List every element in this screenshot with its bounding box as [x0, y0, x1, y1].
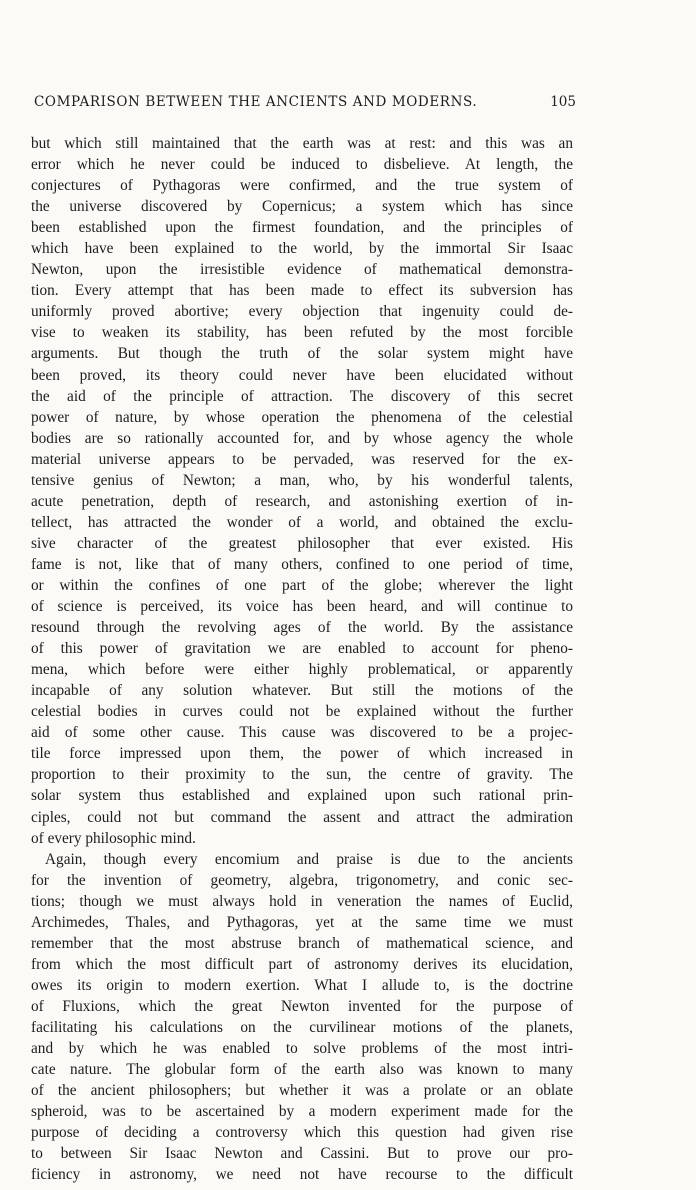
body-line: conjectures of Pythagoras were confirmed, and the true system of — [31, 177, 573, 195]
body-line: been proved, its theory could never have been elucidated without — [31, 366, 573, 384]
body-line: acute penetration, depth of research, and astonishing exertion of in- — [31, 492, 573, 510]
body-line: and by which he was enabled to solve problems of the most intri- — [31, 1040, 573, 1058]
body-line: ficiency in astronomy, we need not have recourse to the difficult — [31, 1166, 573, 1184]
body-line: or within the confines of one part of the globe; wherever the light — [31, 576, 573, 594]
body-line: tions; though we must always hold in veneration the names of Euclid, — [31, 892, 573, 910]
body-line: remember that the most abstruse branch of mathematical science, and — [31, 934, 573, 952]
body-line: to between Sir Isaac Newton and Cassini. But to prove our pro- — [31, 1145, 573, 1163]
body-line: from which the most difficult part of astronomy derives its elucidation, — [31, 955, 573, 973]
body-line: vise to weaken its stability, has been refuted by the most forcible — [31, 324, 573, 342]
body-line: which have been explained to the world, by the immortal Sir Isaac — [31, 240, 573, 258]
body-line: the aid of the principle of attraction. The discovery of this secret — [31, 387, 573, 405]
running-head — [30, 94, 574, 114]
body-line: uniformly proved abortive; every objection that ingenuity could de- — [31, 303, 573, 321]
body-line: sive character of the greatest philosopher that ever existed. His — [31, 534, 573, 552]
body-line: arguments. But though the truth of the solar system might have — [31, 345, 573, 363]
body-line: tellect, has attracted the wonder of a world, and obtained the exclu- — [31, 513, 573, 531]
body-line: material universe appears to be pervaded, was reserved for the ex- — [31, 450, 573, 468]
body-line: resound through the revolving ages of the world. By the assistance — [31, 619, 573, 637]
body-line: of the ancient philosophers; but whether it was a prolate or an oblate — [31, 1082, 573, 1100]
body-text — [31, 133, 573, 1185]
running-head-title: COMPARISON BETWEEN THE ANCIENTS AND MODERNS. — [34, 94, 478, 110]
body-line: but which still maintained that the earth was at rest: and this was an — [31, 135, 573, 152]
body-line: mena, which before were either highly problematical, or apparently — [31, 661, 573, 679]
body-line: solar system thus established and explained upon such rational prin- — [31, 787, 573, 805]
body-line: been established upon the firmest foundation, and the principles of — [31, 219, 573, 237]
body-line: celestial bodies in curves could not be explained without the further — [31, 703, 573, 721]
body-line: proportion to their proximity to the sun, the centre of gravity. The — [31, 766, 573, 784]
body-line: cate nature. The globular form of the earth also was known to many — [31, 1061, 573, 1079]
body-line: for the invention of geometry, algebra, trigonometry, and conic sec- — [31, 871, 573, 889]
body-line: Archimedes, Thales, and Pythagoras, yet at the same time we must — [31, 913, 573, 931]
body-line: incapable of any solution whatever. But still the motions of the — [31, 682, 573, 700]
body-line: tion. Every attempt that has been made to effect its subversion has — [31, 282, 573, 300]
body-line: ciples, could not but command the assent and attract the admiration — [31, 808, 573, 826]
body-line: of science is perceived, its voice has been heard, and will continue to — [31, 598, 573, 616]
body-line: power of nature, by whose operation the phenomena of the celestial — [31, 408, 573, 426]
body-line: of Fluxions, which the great Newton invented for the purpose of — [31, 997, 573, 1015]
body-line: spheroid, was to be ascertained by a modern experiment made for the — [31, 1103, 573, 1121]
body-line: facilitating his calculations on the curvilinear motions of the planets, — [31, 1018, 573, 1036]
body-line: of every philosophic mind. — [31, 829, 196, 847]
body-line: owes its origin to modern exertion. What I allude to, is the doctrine — [31, 976, 573, 994]
body-line: fame is not, like that of many others, confined to one period of time, — [31, 555, 573, 573]
body-line: purpose of deciding a controversy which this question had given rise — [31, 1124, 573, 1142]
body-line: Newton, upon the irresistible evidence of mathematical demonstra- — [31, 261, 573, 279]
body-line: error which he never could be induced to disbelieve. At length, the — [31, 156, 573, 174]
body-line: Again, though every encomium and praise is due to the ancients — [45, 850, 573, 868]
body-line: tile force impressed upon them, the power of which increased in — [31, 745, 573, 763]
body-line: the universe discovered by Copernicus; a system which has since — [31, 198, 573, 216]
body-line: bodies are so rationally accounted for, and by whose agency the whole — [31, 429, 573, 447]
body-line: of this power of gravitation we are enabled to account for pheno- — [31, 640, 573, 658]
body-line: tensive genius of Newton; a man, who, by his wonderful talents, — [31, 471, 573, 489]
body-line: aid of some other cause. This cause was discovered to be a projec- — [31, 724, 573, 742]
page-number: 105 — [550, 94, 576, 110]
